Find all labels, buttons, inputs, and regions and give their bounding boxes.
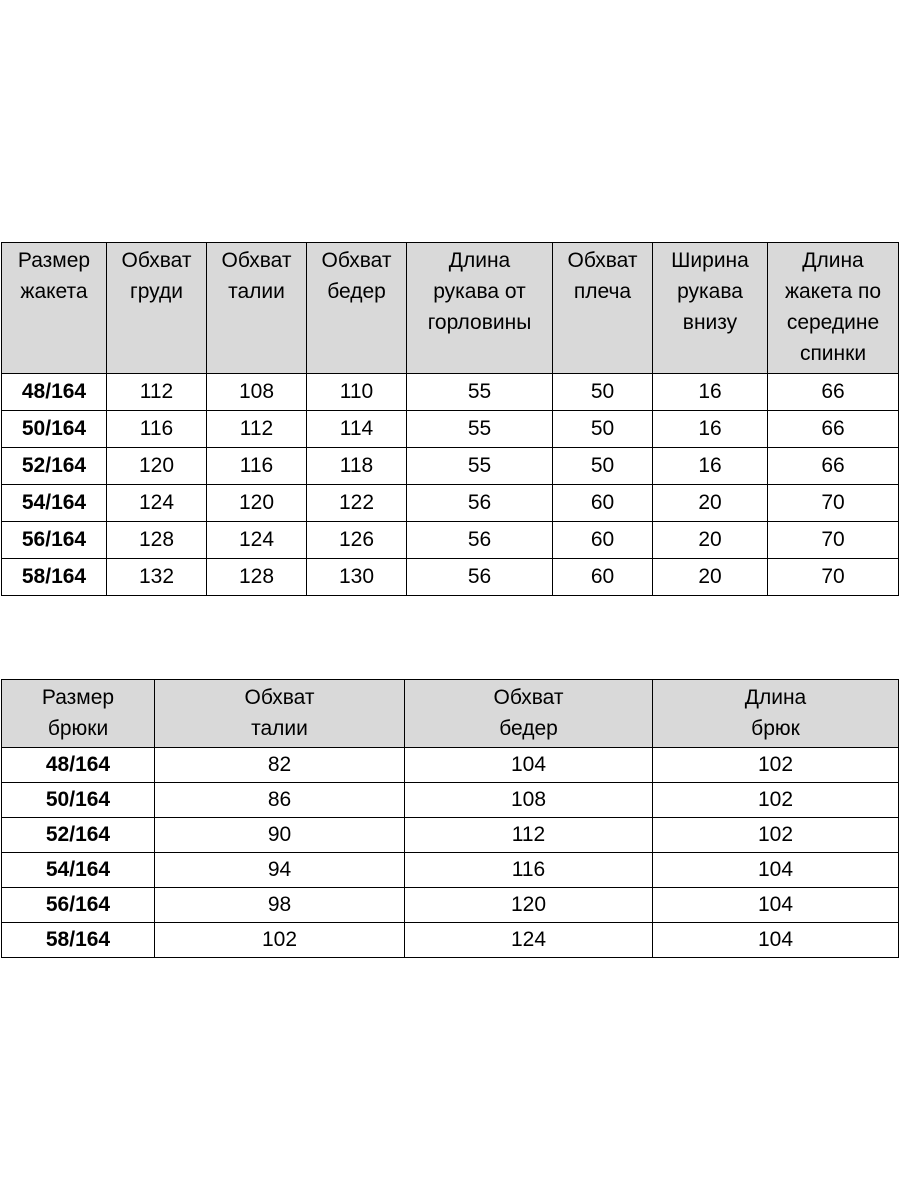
table-cell: 55: [407, 448, 553, 485]
table-cell: 104: [653, 888, 899, 923]
table-cell: 56: [407, 485, 553, 522]
table-cell: 55: [407, 411, 553, 448]
table-cell: 20: [653, 522, 768, 559]
size-cell: 54/164: [2, 485, 107, 522]
table-cell: 104: [405, 748, 653, 783]
table-cell: 128: [207, 559, 307, 596]
pants-header-waist: Обхват талии: [155, 680, 405, 748]
table-cell: 102: [155, 923, 405, 958]
size-cell: 52/164: [2, 448, 107, 485]
size-cell: 52/164: [2, 818, 155, 853]
table-cell: 132: [107, 559, 207, 596]
table-cell: 16: [653, 374, 768, 411]
table-cell: 90: [155, 818, 405, 853]
size-cell: 56/164: [2, 888, 155, 923]
size-cell: 48/164: [2, 748, 155, 783]
table-cell: 116: [207, 448, 307, 485]
table-cell: 104: [653, 853, 899, 888]
table-cell: 60: [553, 522, 653, 559]
table-cell: 108: [207, 374, 307, 411]
table-cell: 102: [653, 748, 899, 783]
table-row: [2, 888, 899, 923]
jacket-header-sleeve-length: Длина рукава от горловины: [407, 243, 553, 374]
pants-header-row: [2, 680, 899, 748]
table-cell: 60: [553, 485, 653, 522]
table-cell: 128: [107, 522, 207, 559]
table-row: [2, 783, 899, 818]
table-cell: 104: [653, 923, 899, 958]
pants-header-size: Размер брюки: [2, 680, 155, 748]
table-row: [2, 559, 899, 596]
table-cell: 116: [107, 411, 207, 448]
table-cell: 120: [107, 448, 207, 485]
size-cell: 54/164: [2, 853, 155, 888]
size-cell: 56/164: [2, 522, 107, 559]
table-row: [2, 411, 899, 448]
table-cell: 60: [553, 559, 653, 596]
table-cell: 86: [155, 783, 405, 818]
jacket-header-hips: Обхват бедер: [307, 243, 407, 374]
table-cell: 50: [553, 448, 653, 485]
table-cell: 120: [207, 485, 307, 522]
table-row: [2, 748, 899, 783]
table-cell: 66: [768, 448, 899, 485]
table-cell: 50: [553, 374, 653, 411]
jacket-header-sleeve-width: Ширина рукава внизу: [653, 243, 768, 374]
table-cell: 118: [307, 448, 407, 485]
table-cell: 102: [653, 818, 899, 853]
table-cell: 124: [107, 485, 207, 522]
size-cell: 48/164: [2, 374, 107, 411]
table-cell: 66: [768, 411, 899, 448]
table-cell: 56: [407, 522, 553, 559]
size-cell: 58/164: [2, 923, 155, 958]
table-cell: 66: [768, 374, 899, 411]
pants-size-table: [1, 679, 899, 958]
jacket-header-back-length: Длина жакета по середине спинки: [768, 243, 899, 374]
table-row: [2, 522, 899, 559]
table-cell: 70: [768, 522, 899, 559]
table-cell: 112: [207, 411, 307, 448]
table-cell: 112: [107, 374, 207, 411]
table-cell: 98: [155, 888, 405, 923]
table-row: [2, 485, 899, 522]
table-cell: 112: [405, 818, 653, 853]
table-cell: 82: [155, 748, 405, 783]
table-cell: 124: [207, 522, 307, 559]
jacket-header-size: Размер жакета: [2, 243, 107, 374]
jacket-header-waist: Обхват талии: [207, 243, 307, 374]
pants-header-length: Длина брюк: [653, 680, 899, 748]
table-cell: 70: [768, 559, 899, 596]
table-cell: 94: [155, 853, 405, 888]
size-cell: 50/164: [2, 411, 107, 448]
table-cell: 130: [307, 559, 407, 596]
table-row: [2, 853, 899, 888]
table-cell: 114: [307, 411, 407, 448]
table-row: [2, 448, 899, 485]
table-cell: 120: [405, 888, 653, 923]
table-cell: 50: [553, 411, 653, 448]
table-cell: 116: [405, 853, 653, 888]
table-cell: 126: [307, 522, 407, 559]
pants-header-hips: Обхват бедер: [405, 680, 653, 748]
table-cell: 16: [653, 448, 768, 485]
table-cell: 124: [405, 923, 653, 958]
size-cell: 58/164: [2, 559, 107, 596]
table-cell: 56: [407, 559, 553, 596]
jacket-header-row: [2, 243, 899, 374]
table-cell: 108: [405, 783, 653, 818]
table-cell: 102: [653, 783, 899, 818]
table-cell: 70: [768, 485, 899, 522]
table-cell: 16: [653, 411, 768, 448]
size-cell: 50/164: [2, 783, 155, 818]
table-cell: 122: [307, 485, 407, 522]
jacket-header-shoulder: Обхват плеча: [553, 243, 653, 374]
table-row: [2, 374, 899, 411]
table-row: [2, 923, 899, 958]
table-cell: 20: [653, 485, 768, 522]
jacket-size-table: [1, 242, 899, 596]
table-row: [2, 818, 899, 853]
table-cell: 110: [307, 374, 407, 411]
table-cell: 20: [653, 559, 768, 596]
jacket-header-chest: Обхват груди: [107, 243, 207, 374]
table-cell: 55: [407, 374, 553, 411]
